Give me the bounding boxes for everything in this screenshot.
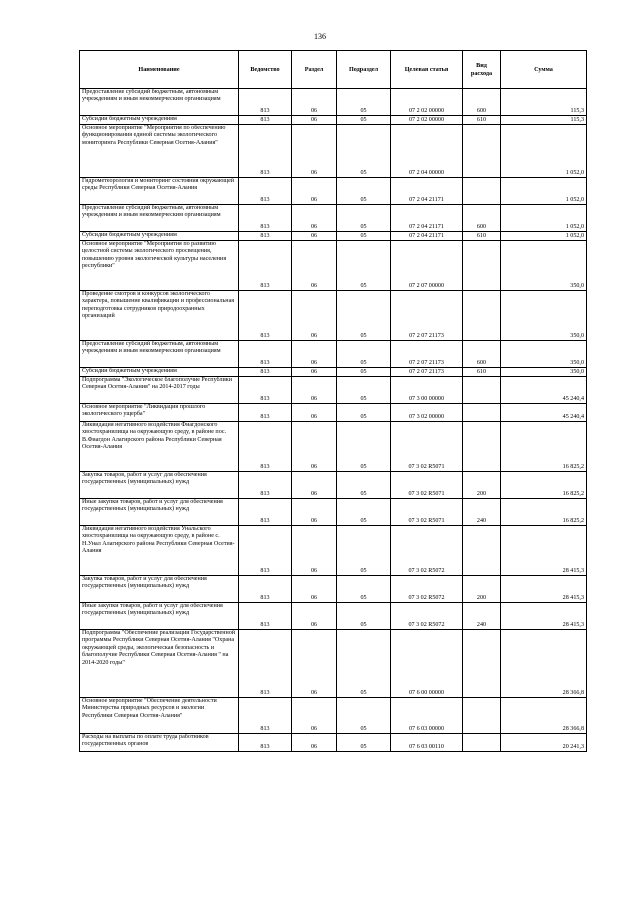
row-summa: 28 366,8 — [501, 698, 587, 734]
row-vid — [463, 178, 501, 205]
row-vedomstvo: 813 — [239, 368, 292, 377]
table-row — [80, 232, 587, 241]
row-vedomstvo: 813 — [239, 404, 292, 422]
row-razdel: 06 — [292, 526, 337, 576]
row-summa: 350,0 — [501, 368, 587, 377]
table-row — [80, 89, 587, 116]
row-summa: 28 415,3 — [501, 526, 587, 576]
row-vedomstvo: 813 — [239, 178, 292, 205]
row-vid — [463, 698, 501, 734]
row-summa: 350,0 — [501, 291, 587, 341]
row-vid — [463, 630, 501, 698]
row-statya: 07 3 02 R5072 — [391, 526, 463, 576]
row-razdel: 06 — [292, 499, 337, 526]
row-statya: 07 3 02 R5072 — [391, 576, 463, 603]
table-header-row — [80, 51, 587, 89]
row-podrazdel: 05 — [337, 116, 391, 125]
row-summa: 28 415,3 — [501, 603, 587, 630]
row-statya: 07 2 07 21173 — [391, 341, 463, 368]
row-vid — [463, 422, 501, 472]
row-vedomstvo: 813 — [239, 89, 292, 116]
table-row — [80, 472, 587, 499]
table-row — [80, 178, 587, 205]
table-row — [80, 116, 587, 125]
budget-table — [79, 50, 587, 752]
row-razdel: 06 — [292, 404, 337, 422]
row-statya: 07 3 00 00000 — [391, 377, 463, 404]
row-vid — [463, 734, 501, 752]
row-vid: 240 — [463, 603, 501, 630]
header-name: Наименование — [80, 51, 239, 89]
row-statya: 07 3 02 R5071 — [391, 472, 463, 499]
row-name: Основное мероприятие "Мероприятия по обеспечению функционирования единой системы экологического мониторинга Республики Северная Осетия-Алания" — [80, 125, 239, 178]
row-razdel: 06 — [292, 422, 337, 472]
row-summa: 115,3 — [501, 116, 587, 125]
row-statya: 07 2 04 21171 — [391, 178, 463, 205]
page-number: 136 — [314, 32, 326, 41]
row-podrazdel: 05 — [337, 698, 391, 734]
row-name: Основное мероприятие "Мероприятия по развитию целостной системы экологического просвещения, повышению уровня экологической культуры населения республики" — [80, 241, 239, 291]
row-vedomstvo: 813 — [239, 698, 292, 734]
row-statya: 07 2 07 21173 — [391, 368, 463, 377]
row-razdel: 06 — [292, 232, 337, 241]
row-podrazdel: 05 — [337, 377, 391, 404]
header-podrazdel: Подраздел — [337, 51, 391, 89]
row-razdel: 06 — [292, 125, 337, 178]
row-vedomstvo: 813 — [239, 499, 292, 526]
row-summa: 350,0 — [501, 241, 587, 291]
row-razdel: 06 — [292, 205, 337, 232]
row-statya: 07 3 02 R5072 — [391, 603, 463, 630]
header-vedomstvo: Ведомство — [239, 51, 292, 89]
row-name: Подпрограмма "Экологическое благополучие Республики Северная Осетия-Алания" на 2014-2017 годы — [80, 377, 239, 404]
row-vid — [463, 125, 501, 178]
row-name: Гидрометеорология и мониторинг состояния окружающей среды Республики Северная Осетия-Алания — [80, 178, 239, 205]
row-podrazdel: 05 — [337, 89, 391, 116]
row-vid — [463, 404, 501, 422]
table-row — [80, 603, 587, 630]
row-summa: 1 052,0 — [501, 125, 587, 178]
row-vedomstvo: 813 — [239, 472, 292, 499]
row-summa: 1 052,0 — [501, 205, 587, 232]
table-row — [80, 404, 587, 422]
row-podrazdel: 05 — [337, 125, 391, 178]
row-vedomstvo: 813 — [239, 232, 292, 241]
row-statya: 07 2 04 21171 — [391, 232, 463, 241]
table-row — [80, 422, 587, 472]
row-razdel: 06 — [292, 734, 337, 752]
row-razdel: 06 — [292, 576, 337, 603]
row-statya: 07 2 02 00000 — [391, 116, 463, 125]
row-name: Закупка товаров, работ и услуг для обеспечения государственных (муниципальных) нужд — [80, 576, 239, 603]
row-statya: 07 2 02 00000 — [391, 89, 463, 116]
row-razdel: 06 — [292, 603, 337, 630]
row-summa: 16 825,2 — [501, 422, 587, 472]
row-vedomstvo: 813 — [239, 422, 292, 472]
row-statya: 07 6 00 00000 — [391, 630, 463, 698]
row-vid: 600 — [463, 89, 501, 116]
row-name: Иные закупки товаров, работ и услуг для обеспечения государственных (муниципальных) нужд — [80, 499, 239, 526]
row-podrazdel: 05 — [337, 499, 391, 526]
row-vid — [463, 526, 501, 576]
table-row — [80, 368, 587, 377]
row-razdel: 06 — [292, 89, 337, 116]
row-vedomstvo: 813 — [239, 630, 292, 698]
row-name: Основное мероприятие "Обеспечение деятельности Министерства природных ресурсов и экологии Республики Северная Осетия-Алания" — [80, 698, 239, 734]
row-podrazdel: 05 — [337, 734, 391, 752]
row-summa: 16 825,2 — [501, 472, 587, 499]
row-podrazdel: 05 — [337, 205, 391, 232]
table-row — [80, 698, 587, 734]
row-vedomstvo: 813 — [239, 576, 292, 603]
row-podrazdel: 05 — [337, 241, 391, 291]
table-row — [80, 125, 587, 178]
row-podrazdel: 05 — [337, 178, 391, 205]
row-vedomstvo: 813 — [239, 291, 292, 341]
row-name: Субсидии бюджетным учреждениям — [80, 232, 239, 241]
table-row — [80, 576, 587, 603]
row-summa: 28 366,8 — [501, 630, 587, 698]
row-name: Предоставление субсидий бюджетным, автономным учреждениям и иным некоммерческим организациям — [80, 341, 239, 368]
row-summa: 45 240,4 — [501, 377, 587, 404]
header-vid: Вид расхода — [463, 51, 501, 89]
table-row — [80, 241, 587, 291]
row-name: Субсидии бюджетным учреждениям — [80, 116, 239, 125]
row-vid: 600 — [463, 205, 501, 232]
header-razdel: Раздел — [292, 51, 337, 89]
row-name: Предоставление субсидий бюджетным, автономным учреждениям и иным некоммерческим организациям — [80, 205, 239, 232]
row-vid: 610 — [463, 116, 501, 125]
row-podrazdel: 05 — [337, 472, 391, 499]
row-name: Подпрограмма "Обеспечение реализации Государственной программы Республики Северная Осетия-Алания "Охрана окружающей среды, экологическая безопасность и благополучие Республики Северная Осетия-Алания " на 2014-2020 годы" — [80, 630, 239, 698]
row-statya: 07 2 07 00000 — [391, 241, 463, 291]
row-vedomstvo: 813 — [239, 116, 292, 125]
row-vid — [463, 241, 501, 291]
table-row — [80, 526, 587, 576]
header-statya: Целевая статья — [391, 51, 463, 89]
row-vedomstvo: 813 — [239, 241, 292, 291]
row-vedomstvo: 813 — [239, 603, 292, 630]
row-name: Ликвидация негативного воздействия Унальского хвостохранилища на окружающую среду, в районе с. Н.Унал Алагирского района Республики Северная Осетия-Алания — [80, 526, 239, 576]
row-razdel: 06 — [292, 698, 337, 734]
row-vedomstvo: 813 — [239, 377, 292, 404]
row-summa: 20 241,3 — [501, 734, 587, 752]
row-razdel: 06 — [292, 116, 337, 125]
row-vid: 610 — [463, 368, 501, 377]
row-statya: 07 6 03 00000 — [391, 698, 463, 734]
row-statya: 07 3 02 R5071 — [391, 499, 463, 526]
row-razdel: 06 — [292, 377, 337, 404]
row-name: Ликвидация негативного воздействия Фиагдонского хвостохранилища на окружающую среду, в районе пос. В.Фиагдон Алагирского района Республики Северная Осетия-Алания — [80, 422, 239, 472]
row-summa: 16 825,2 — [501, 499, 587, 526]
row-podrazdel: 05 — [337, 603, 391, 630]
row-statya: 07 2 07 21173 — [391, 291, 463, 341]
row-podrazdel: 05 — [337, 630, 391, 698]
row-podrazdel: 05 — [337, 422, 391, 472]
row-statya: 07 3 02 00000 — [391, 404, 463, 422]
row-vid: 600 — [463, 341, 501, 368]
row-podrazdel: 05 — [337, 232, 391, 241]
row-statya: 07 2 04 21171 — [391, 205, 463, 232]
row-vedomstvo: 813 — [239, 526, 292, 576]
row-statya: 07 6 03 00110 — [391, 734, 463, 752]
table-row — [80, 291, 587, 341]
row-vid: 240 — [463, 499, 501, 526]
row-name: Проведение смотров и конкурсов экологического характера, повышение квалификации и профессиональная переподготовка сотрудников природоохранных организаций — [80, 291, 239, 341]
table-row — [80, 734, 587, 752]
row-razdel: 06 — [292, 341, 337, 368]
row-statya: 07 2 04 00000 — [391, 125, 463, 178]
row-statya: 07 3 02 R5071 — [391, 422, 463, 472]
row-summa: 115,3 — [501, 89, 587, 116]
row-vid: 200 — [463, 576, 501, 603]
row-vedomstvo: 813 — [239, 341, 292, 368]
row-name: Субсидии бюджетным учреждениям — [80, 368, 239, 377]
table-row — [80, 341, 587, 368]
row-vedomstvo: 813 — [239, 125, 292, 178]
row-vid — [463, 377, 501, 404]
table-row — [80, 630, 587, 698]
row-vedomstvo: 813 — [239, 205, 292, 232]
row-name: Предоставление субсидий бюджетным, автономным учреждениям и иным некоммерческим организациям — [80, 89, 239, 116]
row-podrazdel: 05 — [337, 341, 391, 368]
row-name: Закупка товаров, работ и услуг для обеспечения государственных (муниципальных) нужд — [80, 472, 239, 499]
row-summa: 350,0 — [501, 341, 587, 368]
table-row — [80, 205, 587, 232]
row-vid: 200 — [463, 472, 501, 499]
row-name: Расходы на выплаты по оплате труда работников государственных органов — [80, 734, 239, 752]
row-summa: 1 052,0 — [501, 232, 587, 241]
row-podrazdel: 05 — [337, 404, 391, 422]
row-razdel: 06 — [292, 291, 337, 341]
row-summa: 1 052,0 — [501, 178, 587, 205]
row-name: Иные закупки товаров, работ и услуг для обеспечения государственных (муниципальных) нужд — [80, 603, 239, 630]
header-summa: Сумма — [501, 51, 587, 89]
row-razdel: 06 — [292, 241, 337, 291]
row-podrazdel: 05 — [337, 291, 391, 341]
row-podrazdel: 05 — [337, 526, 391, 576]
row-razdel: 06 — [292, 630, 337, 698]
table-row — [80, 377, 587, 404]
row-vid — [463, 291, 501, 341]
row-summa: 45 240,4 — [501, 404, 587, 422]
row-razdel: 06 — [292, 368, 337, 377]
row-podrazdel: 05 — [337, 368, 391, 377]
row-vid: 610 — [463, 232, 501, 241]
row-summa: 28 415,3 — [501, 576, 587, 603]
table-row — [80, 499, 587, 526]
row-vedomstvo: 813 — [239, 734, 292, 752]
row-razdel: 06 — [292, 178, 337, 205]
row-razdel: 06 — [292, 472, 337, 499]
row-name: Основное мероприятие "Ликвидация прошлого экологического ущерба" — [80, 404, 239, 422]
row-podrazdel: 05 — [337, 576, 391, 603]
